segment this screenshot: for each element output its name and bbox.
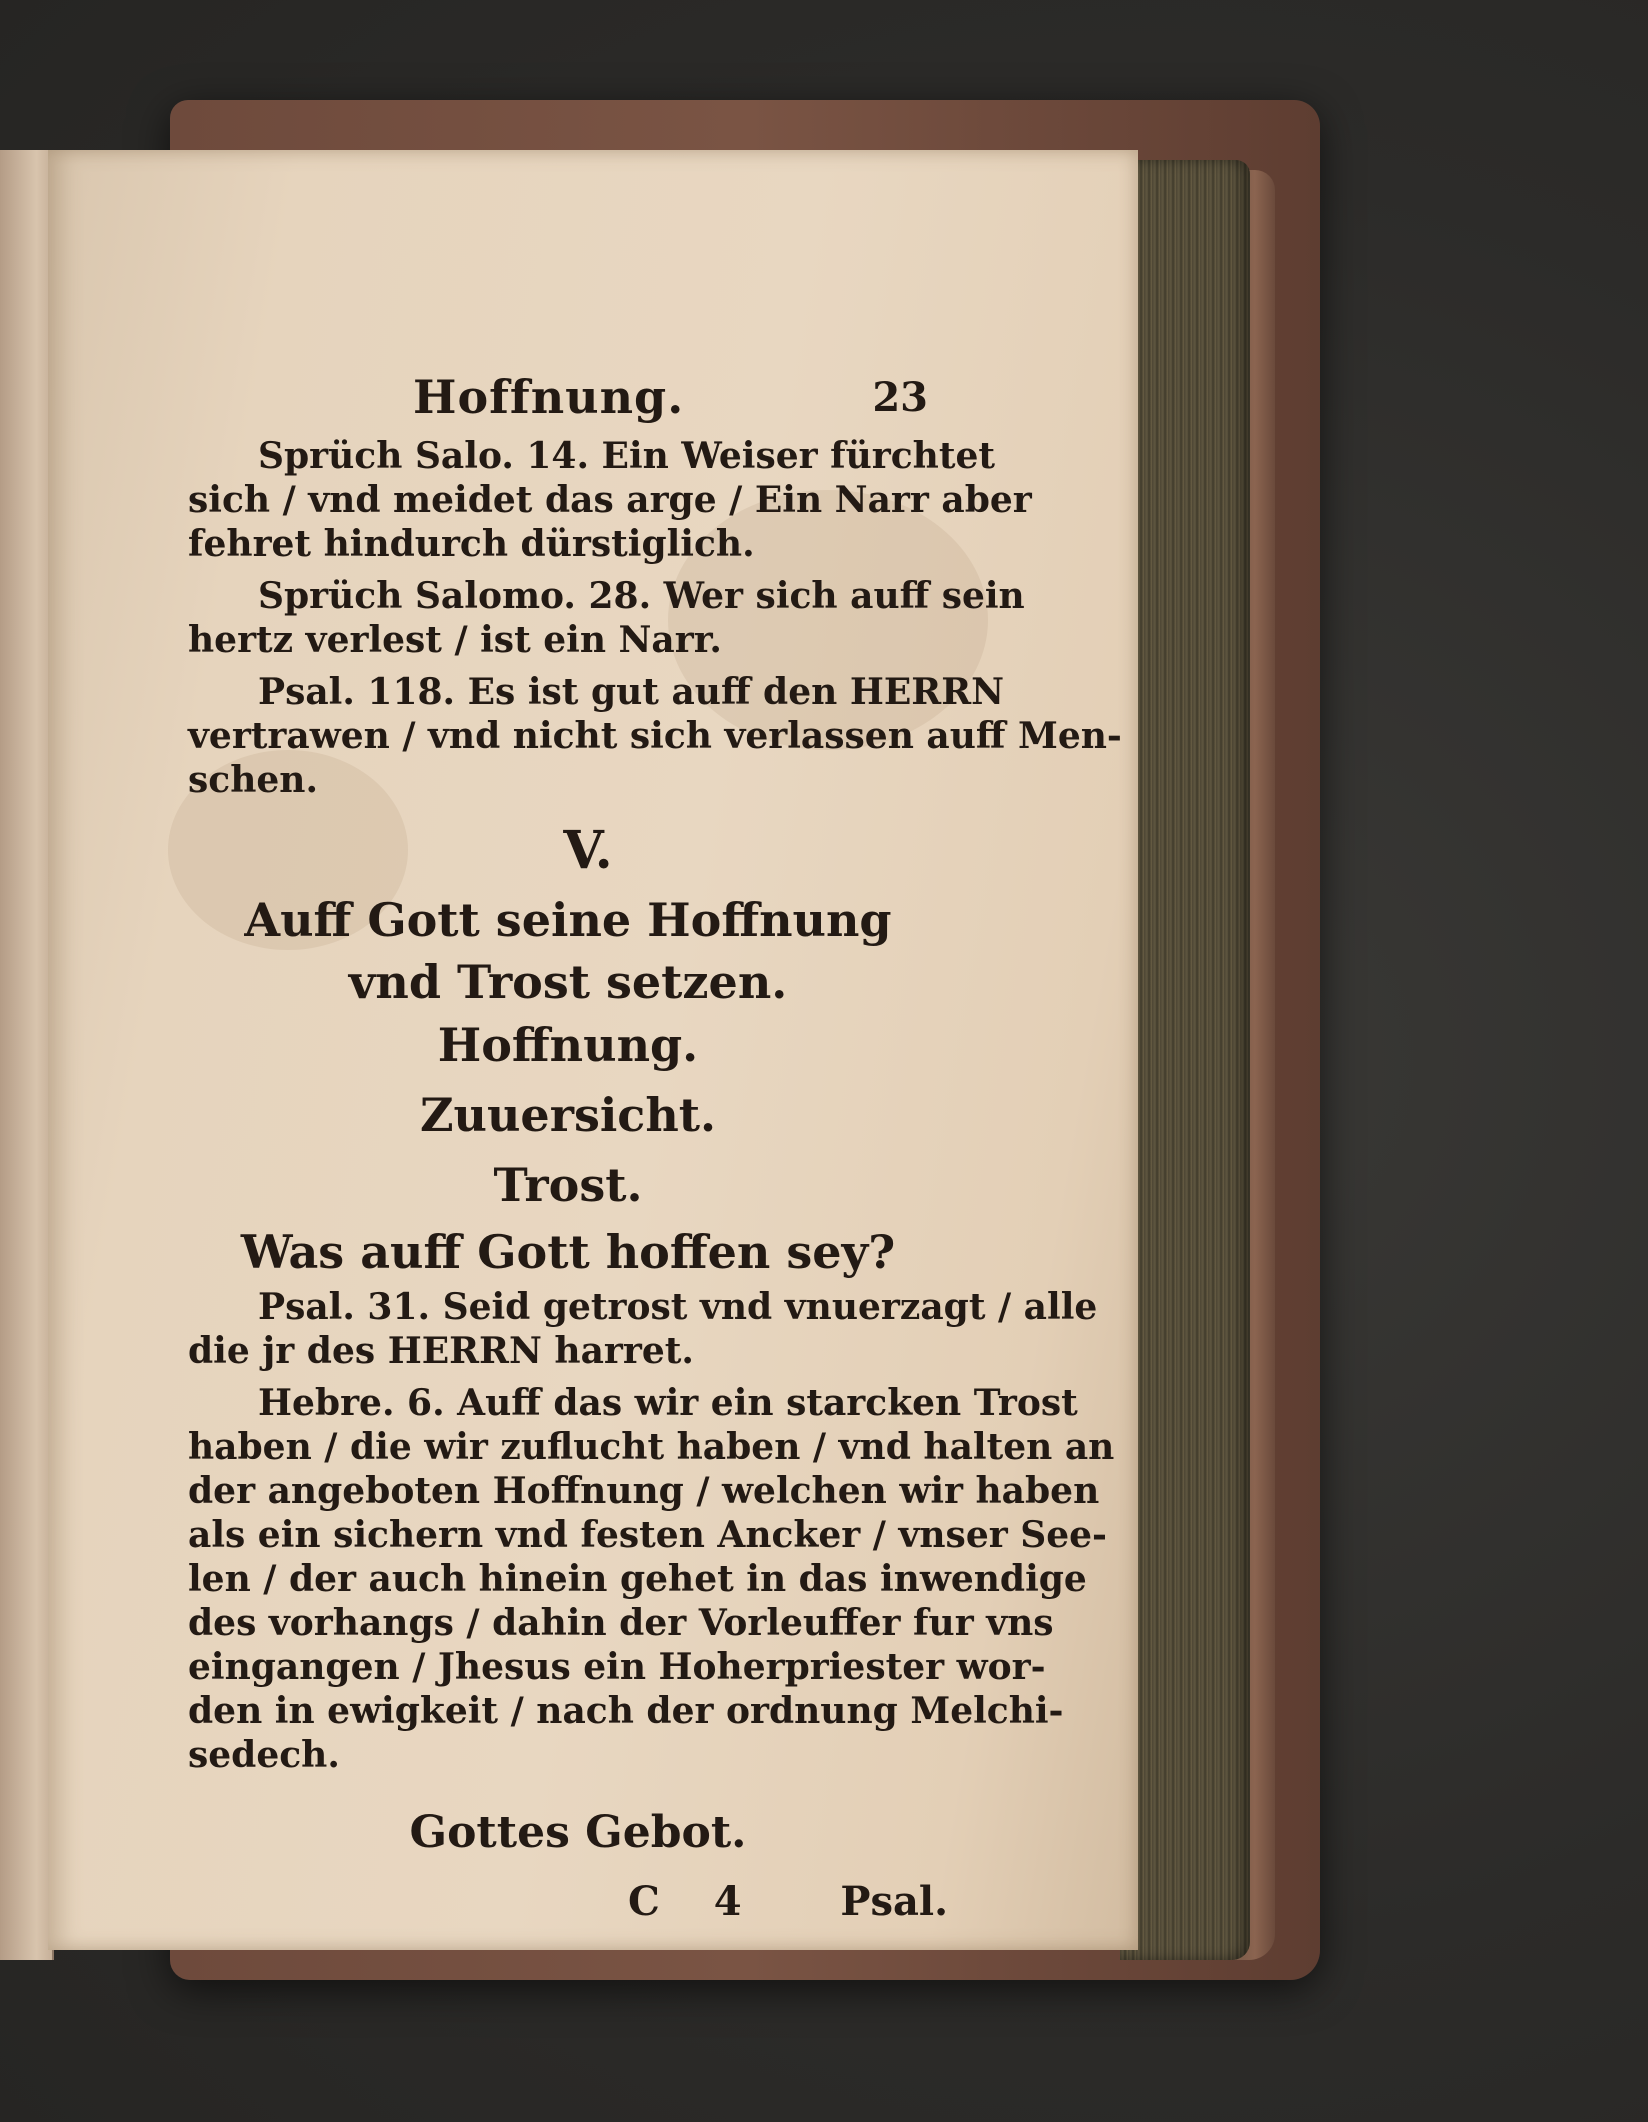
- keyword: Trost.: [493, 1158, 643, 1212]
- text-line: den in ewigkeit / nach der ordnung Melchi-: [188, 1690, 1064, 1732]
- paragraph: [188, 1285, 1098, 1373]
- closing-heading: Gottes Gebot.: [409, 1807, 747, 1858]
- keyword: Zuuersicht.: [419, 1088, 717, 1142]
- text-line: schen.: [188, 759, 318, 801]
- catchword: Psal.: [840, 1878, 948, 1925]
- paragraphs-after: [188, 1285, 1115, 1777]
- section-title-line: Auff Gott seine Hoffnung: [244, 893, 892, 947]
- text-line: vertrawen / vnd nicht sich verlassen auff Men-: [188, 715, 1122, 757]
- section-title-line: vnd Trost setzen.: [348, 955, 788, 1009]
- paragraph: [188, 434, 1032, 566]
- text-line: Sprüch Salomo. 28. Wer sich auff sein: [258, 575, 1025, 617]
- page-footer: [188, 1878, 948, 1934]
- text-line: sedech.: [188, 1734, 340, 1776]
- paragraph: [188, 1381, 1115, 1777]
- text-line: fehret hindurch dürstiglich.: [188, 523, 755, 565]
- page-block-edge: [1120, 160, 1250, 1960]
- keyword-list: [188, 1015, 948, 1215]
- facing-page-edge: [0, 150, 54, 1960]
- section-title: [188, 891, 948, 1011]
- page-number: 23: [872, 374, 928, 421]
- page-header: [188, 370, 948, 434]
- signature-mark: C 4: [628, 1878, 762, 1925]
- text-line: hertz verlest / ist ein Narr.: [188, 619, 722, 661]
- keyword: Hoffnung.: [437, 1018, 699, 1072]
- text-line: Psal. 31. Seid getrost vnd vnuerzagt / alle: [258, 1286, 1098, 1328]
- running-head: Hoffnung.: [413, 370, 685, 424]
- text-line: der angeboten Hoffnung / welchen wir haben: [188, 1470, 1100, 1512]
- paragraph: [188, 574, 1025, 662]
- text-line: Sprüch Salo. 14. Ein Weiser fürchtet: [258, 435, 995, 477]
- paragraph: [188, 670, 1122, 802]
- text-line: len / der auch hinein gehet in das inwendige: [188, 1558, 1087, 1600]
- question-heading: Was auff Gott hoffen sey?: [240, 1225, 896, 1279]
- text-line: des vorhangs / dahin der Vorleuffer fur vns: [188, 1602, 1054, 1644]
- text-line: die jr des HERRN harret.: [188, 1330, 694, 1372]
- text-line: eingangen / Jhesus ein Hoherpriester wor-: [188, 1646, 1046, 1688]
- text-line: Psal. 118. Es ist gut auff den HERRN: [258, 671, 1005, 713]
- text-line: als ein sichern vnd festen Ancker / vnser See-: [188, 1514, 1107, 1556]
- section-numeral: V.: [563, 820, 613, 881]
- page-text: [188, 370, 1122, 1934]
- text-line: haben / die wir zuflucht haben / vnd halten an: [188, 1426, 1115, 1468]
- book-page: [48, 150, 1138, 1950]
- paragraphs-before: [188, 434, 1122, 802]
- text-line: Hebre. 6. Auff das wir ein starcken Trost: [258, 1382, 1078, 1424]
- text-line: sich / vnd meidet das arge / Ein Narr aber: [188, 479, 1032, 521]
